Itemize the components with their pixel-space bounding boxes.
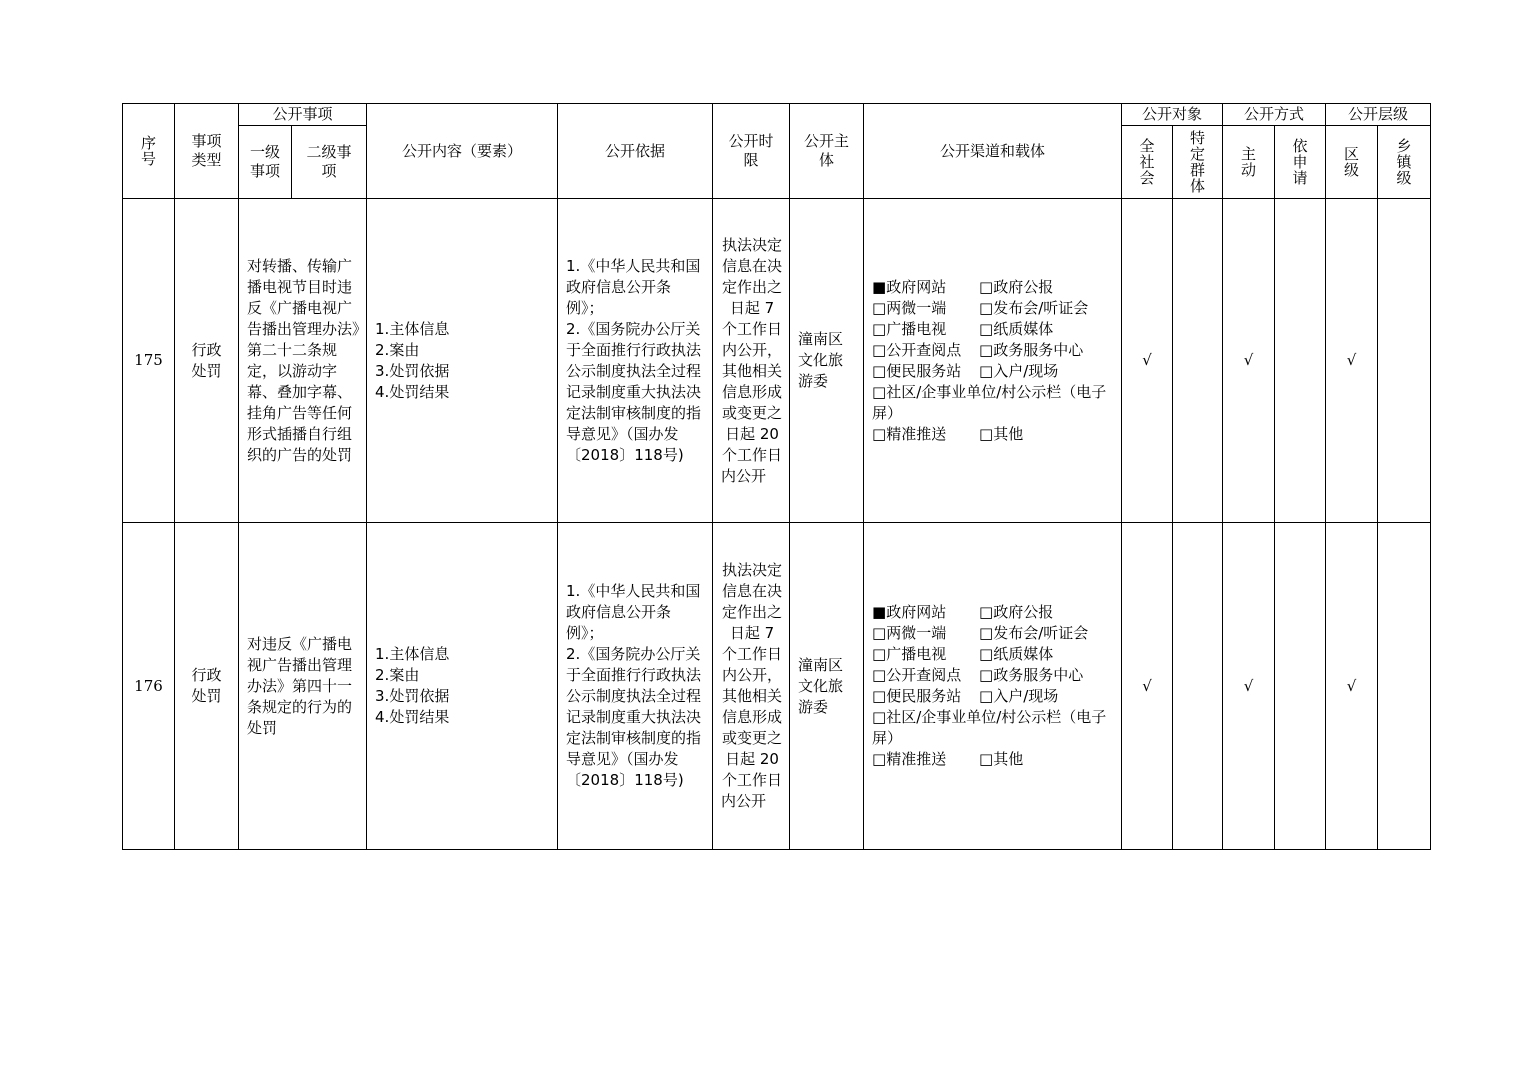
row-level-town: [1378, 199, 1431, 523]
row-level-town: [1378, 523, 1431, 850]
row-matter: 对转播、传输广播电视节目时违反《广播电视广告播出管理办法》第二十二条规定，以游动字幕、叠加字幕、挂角广告等任何形式插播自行组织的广告的处罚: [239, 199, 367, 523]
row-level-district: √: [1326, 199, 1378, 523]
header-row-1: [123, 104, 1431, 126]
row-seq: 175: [123, 199, 175, 523]
header-subject: 公开主体: [790, 104, 864, 199]
row-basis: 1.《中华人民共和国政府信息公开条例》； 2.《国务院办公厅关于全面推行行政执法公示制度执法全过程记录制度重大执法决定法制审核制度的指导意见》（国办发〔2018〕118号): [558, 523, 713, 850]
row-method-active: √: [1223, 199, 1275, 523]
disclosure-table: [122, 103, 1431, 850]
header-level-group: 公开层级: [1326, 104, 1431, 126]
table-row: [123, 523, 1431, 850]
row-basis: 1.《中华人民共和国政府信息公开条例》； 2.《国务院办公厅关于全面推行行政执法公示制度执法全过程记录制度重大执法决定法制审核制度的指导意见》（国办发〔2018〕118号): [558, 199, 713, 523]
row-method-request: [1275, 199, 1326, 523]
header-level2: 二级事项: [292, 126, 367, 199]
row-object-all: √: [1122, 199, 1173, 523]
row-channels: ■政府网站 □政府公报 □两微一端 □发布会/听证会 □广播电视 □纸质媒体 □公开查阅点 □政务服务中心 □便民服务站 □入户/现场 □社区/企事业单位/村公示栏（电子屏） □精准推送 □其他: [864, 199, 1122, 523]
row-seq: 176: [123, 523, 175, 850]
row-content: 1.主体信息 2.案由 3.处罚依据 4.处罚结果: [367, 523, 558, 850]
header-method-group: 公开方式: [1223, 104, 1326, 126]
row-object-all: √: [1122, 523, 1173, 850]
header-matter-group: 公开事项: [239, 104, 367, 126]
header-basis: 公开依据: [558, 104, 713, 199]
row-time-limit: 执法决定信息在决定作出之日起 7 个工作日内公开，其他相关信息形成或变更之日起 20 个工作日内公开: [713, 523, 790, 850]
row-object-specific: [1173, 199, 1223, 523]
row-subject: 潼南区文化旅游委: [790, 523, 864, 850]
row-content: 1.主体信息 2.案由 3.处罚依据 4.处罚结果: [367, 199, 558, 523]
row-channels: ■政府网站 □政府公报 □两微一端 □发布会/听证会 □广播电视 □纸质媒体 □公开查阅点 □政务服务中心 □便民服务站 □入户/现场 □社区/企事业单位/村公示栏（电子屏） □精准推送 □其他: [864, 523, 1122, 850]
header-method-request: 依申请: [1275, 126, 1326, 199]
header-content: 公开内容（要素）: [367, 104, 558, 199]
row-type: 行政处罚: [175, 199, 239, 523]
header-channel: 公开渠道和载体: [864, 104, 1122, 199]
row-matter: 对违反《广播电视广告播出管理办法》第四十一条规定的行为的处罚: [239, 523, 367, 850]
header-object-all: 全社会: [1122, 126, 1173, 199]
header-type: 事项类型: [175, 104, 239, 199]
header-time-limit: 公开时限: [713, 104, 790, 199]
header-level-district: 区级: [1326, 126, 1378, 199]
header-level-town: 乡镇级: [1378, 126, 1431, 199]
row-method-request: [1275, 523, 1326, 850]
row-object-specific: [1173, 523, 1223, 850]
header-seq: 序号: [123, 104, 175, 199]
row-type: 行政处罚: [175, 523, 239, 850]
row-method-active: √: [1223, 523, 1275, 850]
header-object-group: 公开对象: [1122, 104, 1223, 126]
row-level-district: √: [1326, 523, 1378, 850]
header-level1: 一级事项: [239, 126, 292, 199]
row-subject: 潼南区文化旅游委: [790, 199, 864, 523]
table-row: [123, 199, 1431, 523]
row-time-limit: 执法决定信息在决定作出之日起 7 个工作日内公开，其他相关信息形成或变更之日起 20 个工作日内公开: [713, 199, 790, 523]
header-method-active: 主动: [1223, 126, 1275, 199]
header-object-specific: 特定群体: [1173, 126, 1223, 199]
